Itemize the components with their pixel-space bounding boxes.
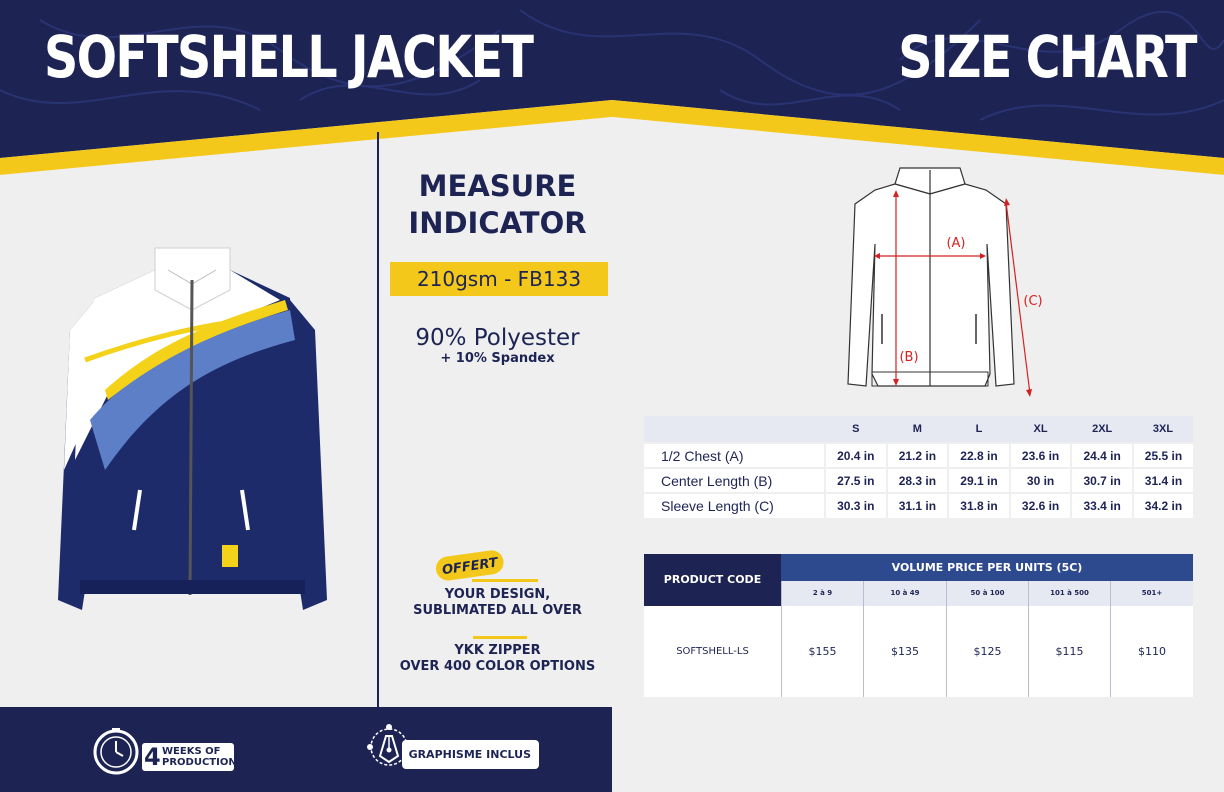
table-cell: 33.4 in [1071, 493, 1133, 518]
label-a: (A) [946, 236, 966, 251]
price-cell: $125 [946, 606, 1028, 697]
table-cell: 31.1 in [887, 493, 949, 518]
price-table [644, 554, 1193, 697]
weeks-number: 4 [144, 743, 161, 771]
table-cell: 31.8 in [948, 493, 1010, 518]
table-row [644, 468, 1193, 493]
table-cell: 21.2 in [887, 443, 949, 468]
label-c: (C) [1023, 294, 1043, 309]
table-cell: 29.1 in [948, 468, 1010, 493]
measure-indicator-title [385, 168, 610, 242]
qty-header: 501+ [1110, 581, 1193, 606]
table-cell: 25.5 in [1133, 443, 1193, 468]
table-cell: 32.6 in [1010, 493, 1072, 518]
measure-title-line1: MEASURE [418, 169, 577, 203]
table-cell: 34.2 in [1133, 493, 1193, 518]
offert-badge [432, 543, 542, 589]
size-col-header: M [887, 416, 949, 443]
qty-header: 50 à 100 [946, 581, 1028, 606]
price-cell: $155 [781, 606, 863, 697]
table-cell: 30.7 in [1071, 468, 1133, 493]
zipper-line1: YKK ZIPPER [454, 643, 541, 658]
row-label-chest: 1/2 Chest (A) [644, 443, 825, 468]
weeks-of-production-badge [142, 743, 237, 771]
measurement-diagram [830, 164, 1045, 409]
yellow-separator [473, 636, 527, 639]
header-banner [0, 0, 1224, 175]
design-line2: SUBLIMATED ALL OVER [413, 603, 582, 618]
size-col-header: L [948, 416, 1010, 443]
table-cell: 30 in [1010, 468, 1072, 493]
price-cell: $135 [863, 606, 946, 697]
size-col-header: S [825, 416, 887, 443]
design-text [385, 587, 610, 619]
size-table [644, 416, 1193, 518]
size-col-header: XL [1010, 416, 1072, 443]
zipper-line2: OVER 400 COLOR OPTIONS [399, 659, 596, 674]
title-softshell-jacket: SOFTSHELL JACKET [44, 23, 533, 91]
weeks-line1: WEEKS OF [162, 746, 221, 757]
table-cell: 28.3 in [887, 468, 949, 493]
vertical-divider [377, 132, 379, 707]
row-label-center-length: Center Length (B) [644, 468, 825, 493]
size-table-header-row [644, 416, 1193, 443]
composition-sub: + 10% Spandex [440, 351, 555, 366]
weeks-text [162, 746, 237, 768]
table-cell: 20.4 in [825, 443, 887, 468]
measure-title-line2: INDICATOR [408, 206, 587, 240]
composition [385, 324, 610, 366]
row-label-sleeve-length: Sleeve Length (C) [644, 493, 825, 518]
price-cell: $115 [1028, 606, 1110, 697]
graphisme-inclus-badge: GRAPHISME INCLUS [402, 740, 539, 769]
title-size-chart: SIZE CHART [898, 23, 1196, 91]
product-code-header: PRODUCT CODE [644, 554, 781, 606]
qty-header: 101 à 500 [1028, 581, 1110, 606]
size-col-header: 2XL [1071, 416, 1133, 443]
table-cell: 22.8 in [948, 443, 1010, 468]
design-line1: YOUR DESIGN, [444, 587, 551, 602]
zipper-text [385, 643, 610, 675]
table-cell: 23.6 in [1010, 443, 1072, 468]
price-cell: $110 [1110, 606, 1193, 697]
weeks-line2: PRODUCTION [162, 757, 237, 768]
table-cell: 27.5 in [825, 468, 887, 493]
fabric-badge: 210gsm - FB133 [390, 262, 608, 296]
clock-icon [92, 727, 142, 777]
table-cell: 31.4 in [1133, 468, 1193, 493]
table-row [644, 493, 1193, 518]
qty-header: 10 à 49 [863, 581, 946, 606]
size-header-blank [644, 416, 825, 443]
product-code-value: SOFTSHELL-LS [676, 646, 749, 657]
volume-price-header: VOLUME PRICE PER UNITS (5C) [781, 554, 1193, 581]
size-col-header: 3XL [1133, 416, 1193, 443]
table-row [644, 443, 1193, 468]
label-b: (B) [899, 350, 919, 365]
composition-main: 90% Polyester [415, 325, 580, 351]
qty-header: 2 à 9 [781, 581, 863, 606]
table-cell: 24.4 in [1071, 443, 1133, 468]
table-cell: 30.3 in [825, 493, 887, 518]
jacket-product-image [50, 240, 335, 620]
offert-label: OFFERT [441, 555, 499, 579]
